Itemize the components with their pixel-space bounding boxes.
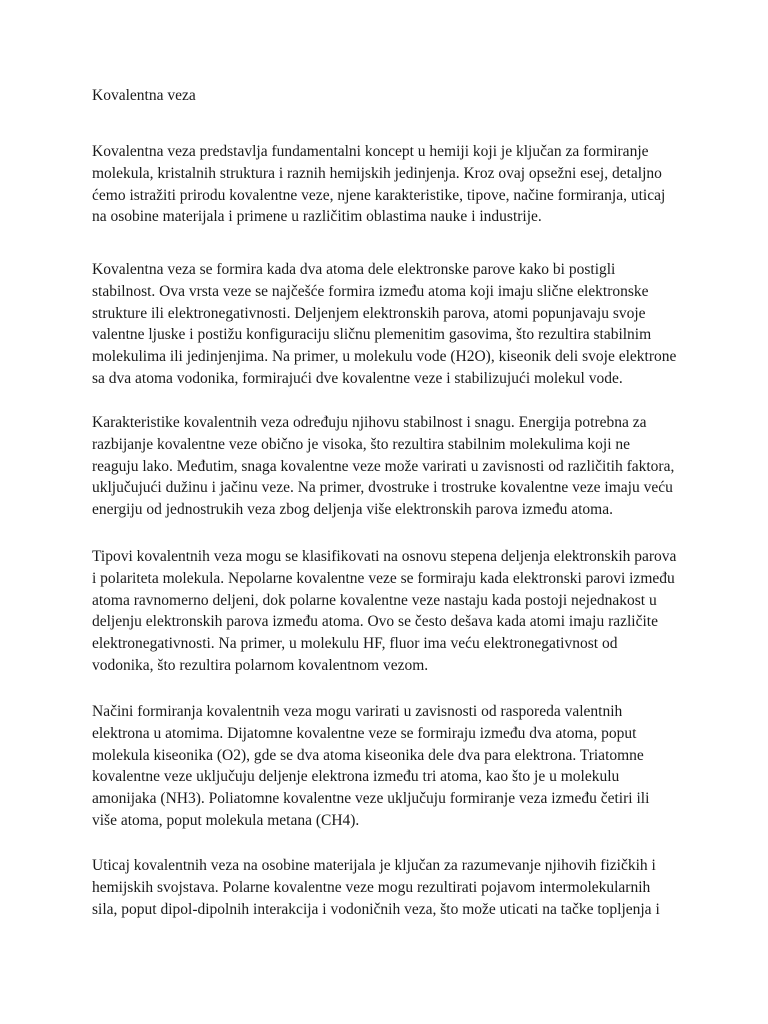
text-line: Uticaj kovalentnih veza na osobine materijala je ključan za razumevanje njihovih fizičkih i: [92, 857, 656, 874]
text-line: razbijanje kovalentne veze obično je visoka, što rezultira stabilnim molekulima koji ne: [92, 435, 631, 453]
text-line: vodonika, što rezultira polarnom kovalentnom vezom.: [92, 656, 429, 674]
paragraph-material-influence: [92, 855, 682, 920]
text-line: i polariteta molekula. Nepolarne kovalentne veze se formiraju kada elektronski parovi između: [92, 569, 675, 587]
document-title: Kovalentna veza: [92, 87, 196, 104]
text-line: kovalentne veze uključuju deljenje elektrona između tri atoma, kao što je u molekulu: [92, 768, 620, 786]
text-line: Kovalentna veza predstavlja fundamentalni koncept u hemiji koji je ključan za formiranje: [92, 143, 649, 160]
text-line: molekula kiseonika (O2), gde se dva atoma kiseonika dele dva para elektrona. Triatomne: [92, 746, 644, 764]
text-line: molekula, kristalnih struktura i raznih hemijskih jedinjenja. Kroz ovaj opsežni esej, detaljno: [92, 164, 662, 182]
text-line: hemijskih svojstava. Polarne kovalentne veze mogu rezultirati pojavom intermolekularnih: [92, 878, 651, 896]
text-line: ćemo istražiti prirodu kovalentne veze, njene karakteristike, tipove, načine formiranja, uticaj: [92, 186, 666, 204]
text-line: energiju od jednostrukih veza zbog deljenja više elektronskih parova između atoma.: [92, 501, 613, 519]
text-line: sila, poput dipol-dipolnih interakcija i vodoničnih veza, što može uticati na tačke topljenja i: [92, 900, 660, 918]
text-line: Načini formiranja kovalentnih veza mogu varirati u zavisnosti od rasporeda valentnih: [92, 703, 623, 720]
paragraph-formation-methods: [92, 701, 682, 832]
text-line: amonijaka (NH3). Poliatomne kovalentne veze uključuju formiranje veza između četiri ili: [92, 790, 650, 808]
text-line: atoma ravnomerno deljeni, dok polarne kovalentne veze nastaju kada postoji nejednakost u: [92, 591, 657, 609]
text-line: na osobine materijala i primene u različitim oblastima nauke i industrije.: [92, 208, 542, 226]
text-line: molekulima ili jedinjenjima. Na primer, u molekulu vode (H2O), kiseonik deli svoje elektrone: [92, 348, 677, 366]
paragraph-characteristics: [92, 412, 682, 521]
text-line: uključujući dužinu i jačinu veze. Na primer, dvostruke i trostruke kovalentne veze imaju veću: [92, 479, 673, 497]
text-line: Karakteristike kovalentnih veza određuju njihovu stabilnost i snagu. Energija potrebna za: [92, 414, 647, 431]
text-line: Tipovi kovalentnih veza mogu se klasifikovati na osnovu stepena deljenja elektronskih parova: [92, 548, 677, 565]
paragraph-types: [92, 546, 682, 677]
text-line: reaguju lako. Međutim, snaga kovalentne veze može varirati u zavisnosti od različitih faktora,: [92, 457, 675, 475]
paragraph-intro: [92, 141, 682, 228]
text-line: deljenju elektronskih parova između atoma. Ovo se često dešava kada atomi imaju različite: [92, 613, 658, 631]
text-line: strukture ili elektronegativnosti. Deljenjem elektronskih parova, atomi popunjavaju svoje: [92, 304, 646, 322]
text-line: više atoma, poput molekula metana (CH4).: [92, 811, 360, 829]
text-line: elektronegativnosti. Na primer, u molekulu HF, fluor ima veću elektronegativnost od: [92, 635, 618, 653]
text-line: valentne ljuske i postižu konfiguraciju sličnu plemenitim gasovima, što rezultira stabilnim: [92, 326, 652, 344]
paragraph-formation: [92, 259, 682, 390]
text-line: Kovalentna veza se formira kada dva atoma dele elektronske parove kako bi postigli: [92, 261, 616, 278]
text-line: stabilnost. Ova vrsta veze se najčešće formira između atoma koji imaju slične elektronske: [92, 282, 649, 300]
text-line: elektrona u atomima. Dijatomne kovalentne veze se formiraju između dva atoma, poput: [92, 724, 637, 742]
text-line: sa dva atoma vodonika, formirajući dve kovalentne veze i stabilizujući molekul vode.: [92, 369, 623, 387]
